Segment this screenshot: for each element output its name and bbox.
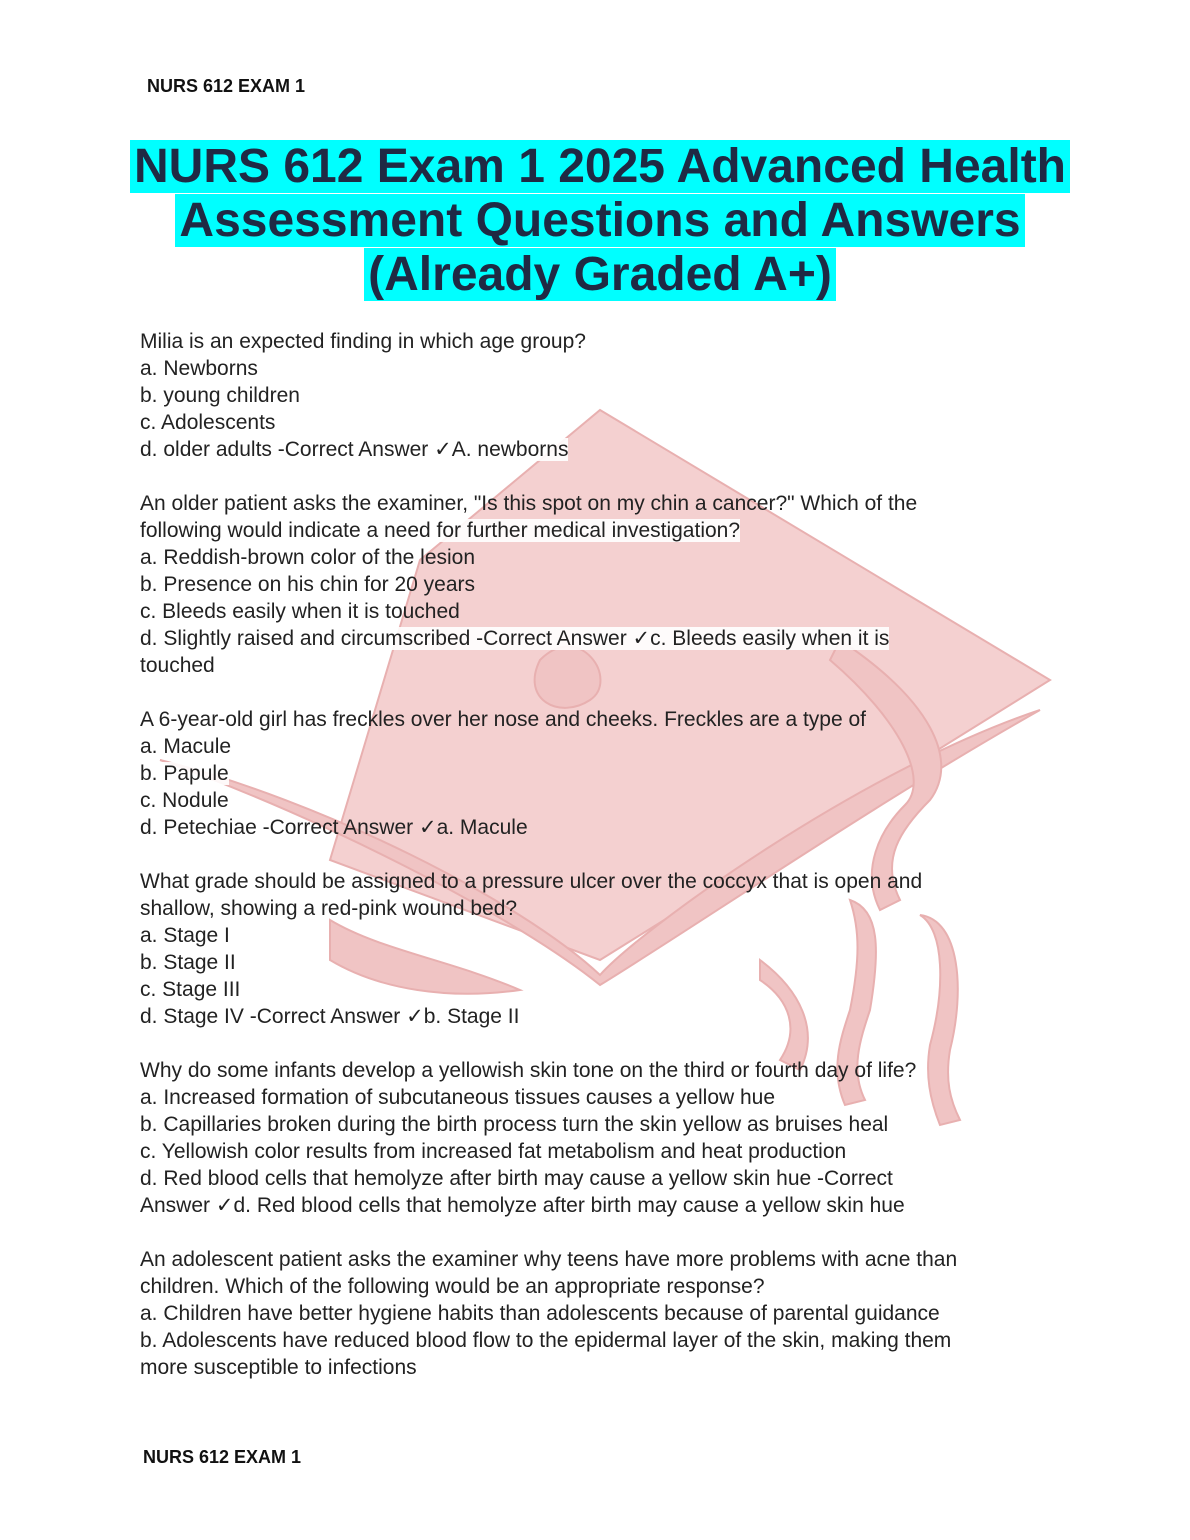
option: b. Papule (140, 762, 229, 785)
question-1 (140, 328, 1060, 463)
checkmark-icon: ✓ (215, 1193, 234, 1217)
checkmark-icon: ✓ (406, 1004, 424, 1028)
question-2 (140, 490, 1060, 679)
question-6 (140, 1246, 1060, 1381)
question-5 (140, 1057, 1060, 1219)
option-text: d. Slightly raised and circumscribed -Correct Answer (140, 627, 633, 650)
question-stem: shallow, showing a red-pink wound bed? (140, 897, 518, 920)
option-text: Answer (140, 1194, 216, 1217)
option: a. Newborns (140, 357, 258, 380)
correct-answer: a. Macule (436, 816, 528, 839)
question-stem: An adolescent patient asks the examiner why teens have more problems with acne than (140, 1248, 958, 1271)
page-footer: NURS 612 EXAM 1 (143, 1447, 302, 1467)
option-with-answer (140, 814, 1060, 841)
document-title (100, 140, 1100, 302)
question-stem: following would indicate a need for further medical investigation? (140, 519, 741, 542)
option: b. young children (140, 384, 300, 407)
question-stem: children. Which of the following would be an appropriate response? (140, 1275, 765, 1298)
question-3 (140, 706, 1060, 841)
option: b. Presence on his chin for 20 years (140, 573, 476, 596)
option: a. Children have better hygiene habits than adolescents because of parental guidance (140, 1302, 940, 1325)
checkmark-icon: ✓ (418, 815, 437, 839)
page-header: NURS 612 EXAM 1 (147, 76, 306, 96)
option-text: d. Petechiae -Correct Answer (140, 816, 419, 839)
title-line-3: (Already Graded A+) (364, 248, 836, 301)
correct-answer: c. Bleeds easily when it is (650, 627, 890, 650)
checkmark-icon: ✓ (434, 437, 452, 461)
option: c. Yellowish color results from increased fat metabolism and heat production (140, 1140, 847, 1163)
option: d. Red blood cells that hemolyze after birth may cause a yellow skin hue -Correct (140, 1167, 893, 1190)
option: b. Stage II (140, 951, 236, 974)
correct-answer-continued: touched (140, 654, 215, 677)
option: c. Bleeds easily when it is touched (140, 600, 460, 623)
option-with-answer (140, 625, 1060, 652)
option: c. Nodule (140, 789, 229, 812)
option-text: d. Stage IV -Correct Answer (140, 1005, 407, 1028)
option: b. Adolescents have reduced blood flow to the epidermal layer of the skin, making them (140, 1329, 952, 1352)
option: a. Increased formation of subcutaneous tissues causes a yellow hue (140, 1086, 776, 1109)
question-stem: An older patient asks the examiner, "Is this spot on my chin a cancer?" Which of the (140, 492, 918, 515)
question-stem: What grade should be assigned to a pressure ulcer over the coccyx that is open and (140, 870, 923, 893)
option: a. Stage I (140, 924, 230, 947)
correct-answer: A. newborns (451, 438, 569, 461)
question-list (140, 328, 1060, 1408)
title-line-1: NURS 612 Exam 1 2025 Advanced Health (130, 140, 1070, 193)
option-with-answer (140, 1003, 1060, 1030)
option: a. Reddish-brown color of the lesion (140, 546, 476, 569)
question-stem: Milia is an expected finding in which age group? (140, 330, 586, 353)
option-text: d. older adults -Correct Answer (140, 438, 435, 461)
correct-answer: d. Red blood cells that hemolyze after birth may cause a yellow skin hue (233, 1194, 905, 1217)
option-with-answer (140, 1192, 1060, 1219)
option: a. Macule (140, 735, 232, 758)
option: c. Stage III (140, 978, 241, 1001)
option: b. Capillaries broken during the birth process turn the skin yellow as bruises heal (140, 1113, 889, 1136)
option: more susceptible to infections (140, 1356, 417, 1379)
question-stem: A 6-year-old girl has freckles over her nose and cheeks. Freckles are a type of (140, 708, 867, 731)
question-4 (140, 868, 1060, 1030)
title-line-2: Assessment Questions and Answers (175, 194, 1024, 247)
checkmark-icon: ✓ (632, 626, 651, 650)
correct-answer: b. Stage II (423, 1005, 520, 1028)
option: c. Adolescents (140, 411, 276, 434)
option-with-answer (140, 436, 1060, 463)
question-stem: Why do some infants develop a yellowish skin tone on the third or fourth day of life? (140, 1059, 917, 1082)
